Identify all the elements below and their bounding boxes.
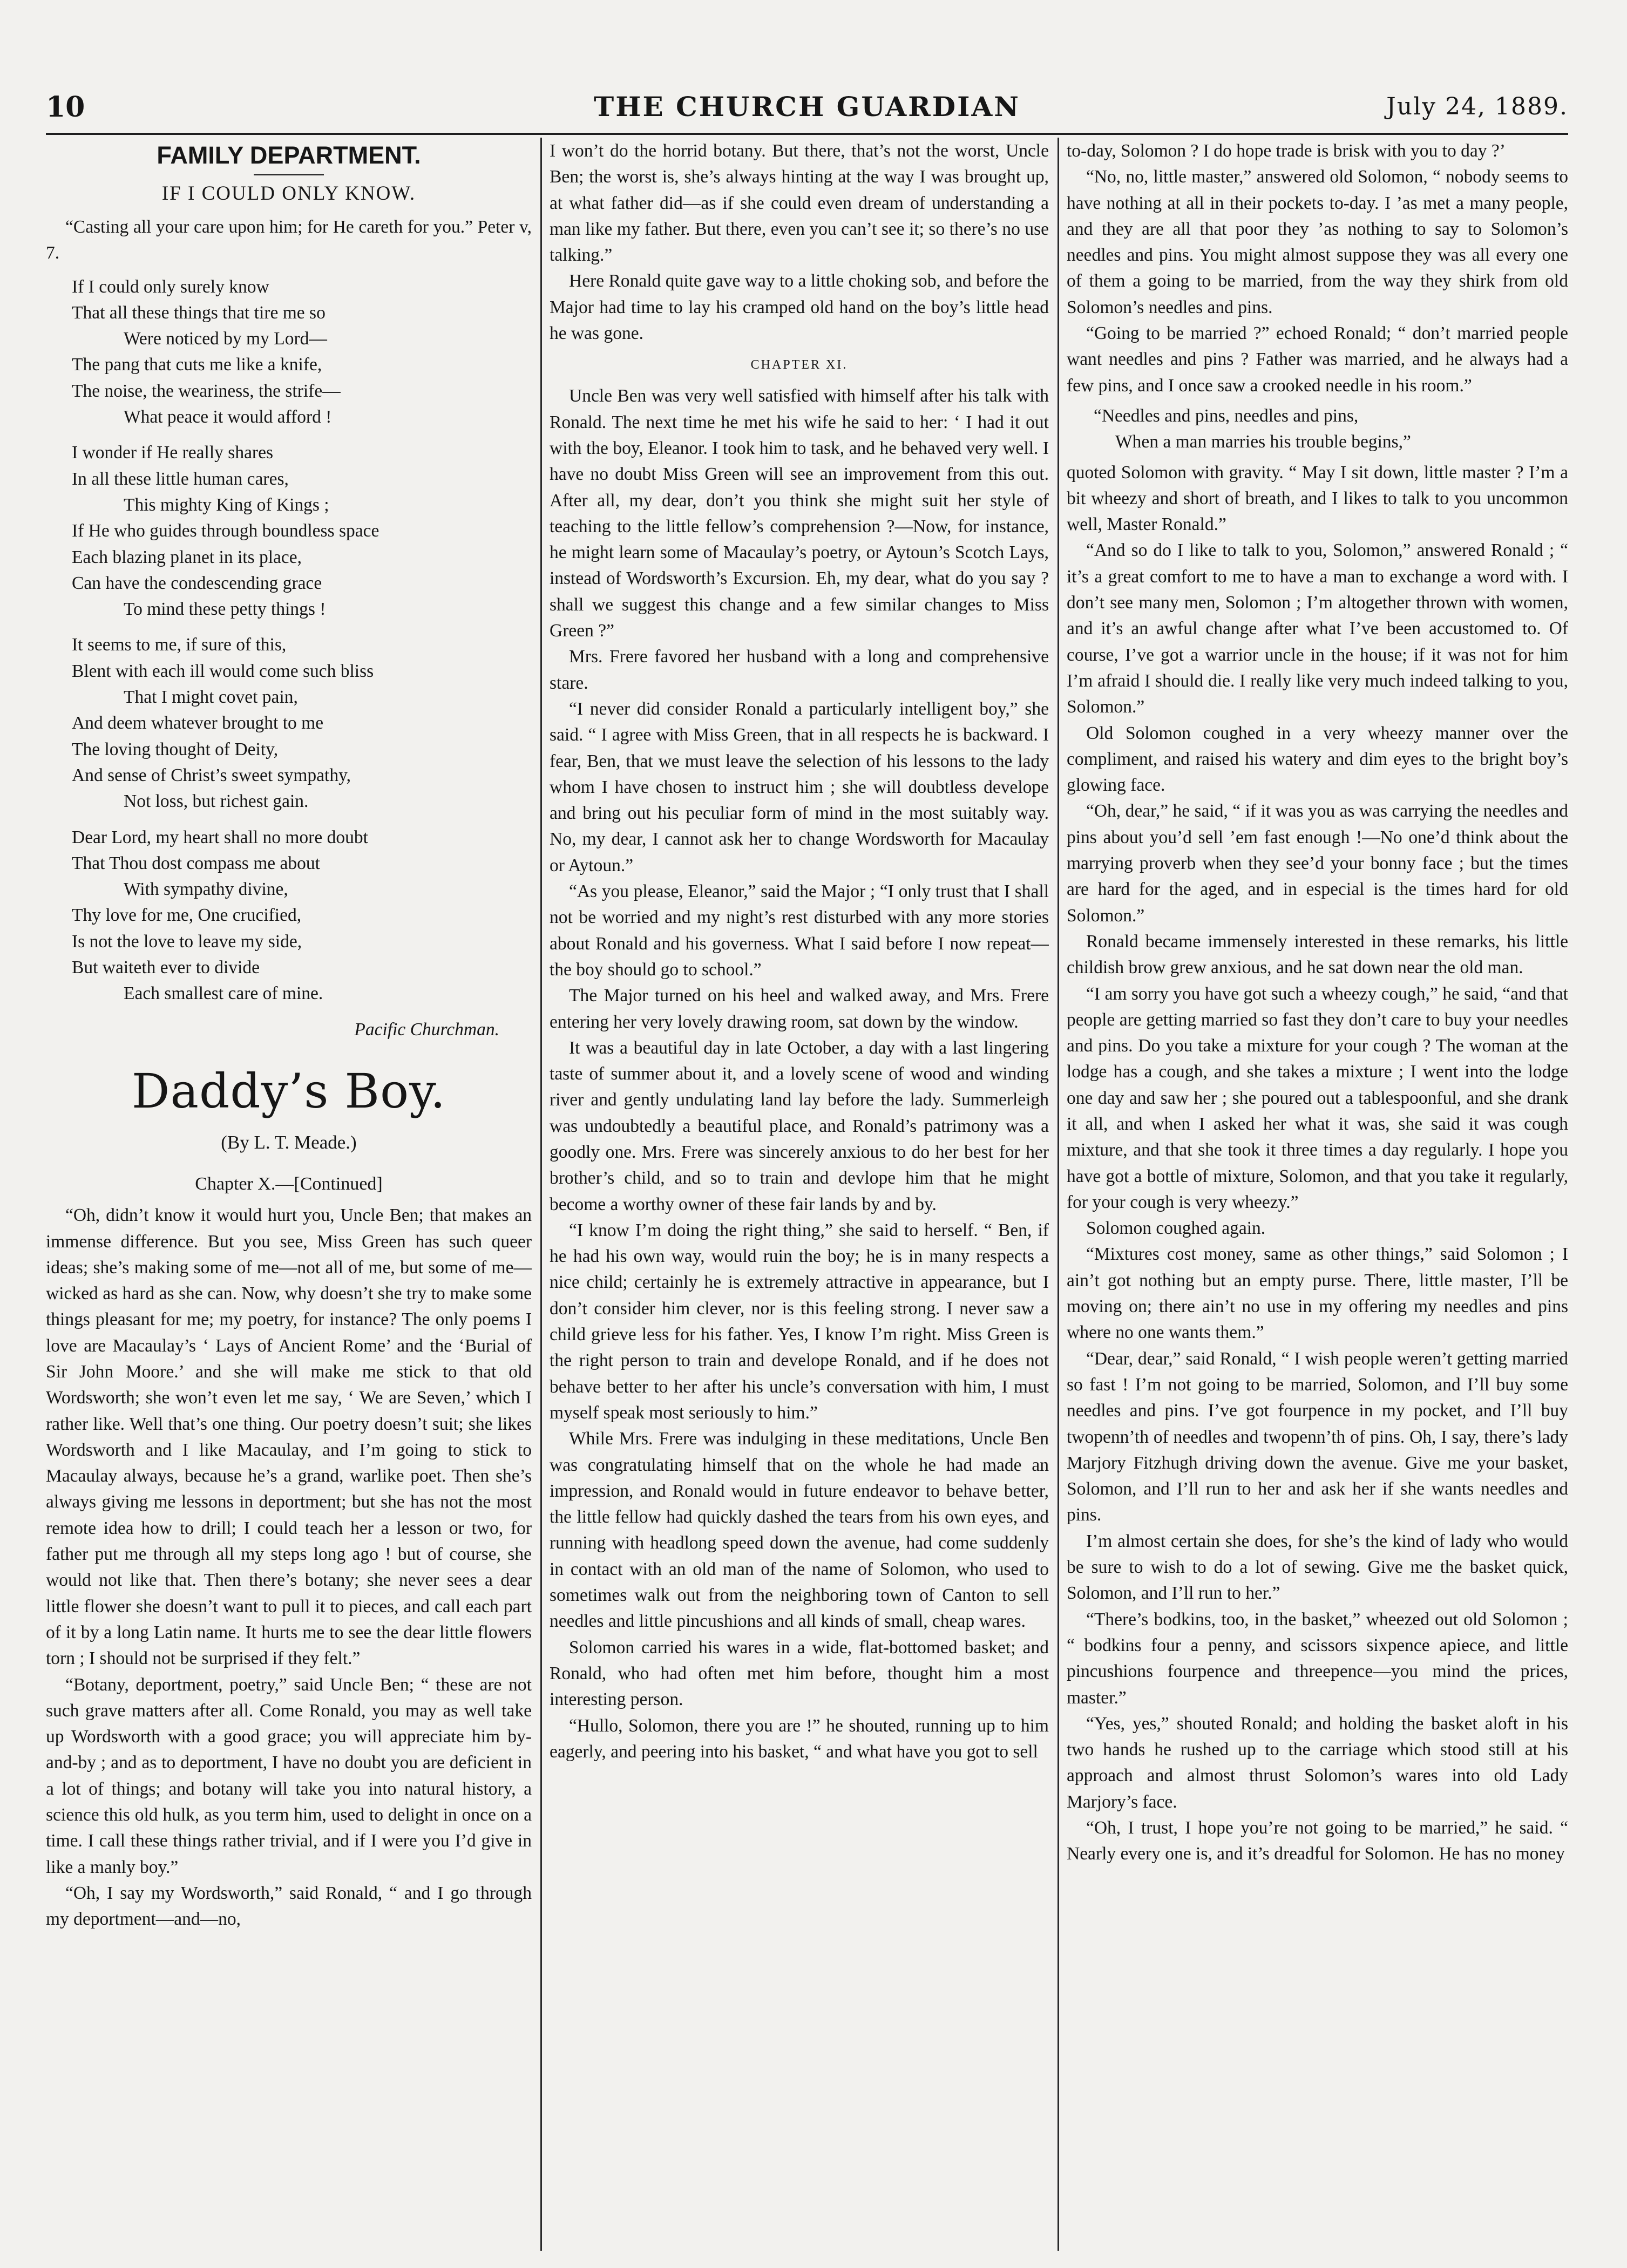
column-1 bbox=[46, 138, 532, 2254]
page-number: 10 bbox=[46, 91, 85, 124]
story-paragraph: “I never did consider Ronald a particularly intelligent boy,” she said. “ I agree with Miss Green, that in all respects he is backward. I fear, Ben, that we must leave the selection of his lessons to the lady whom I have chosen to instruct him ; she will doubtless develope and bring out his peculiar form of mind in the most suitably way. No, my dear, I cannot ask her to change Wordsworth for Macaulay or Aytoun.” bbox=[550, 698, 1049, 875]
story-title: Daddy’s Boy. bbox=[131, 1063, 446, 1119]
story-paragraph: “Mixtures cost money, same as other things,” said Solomon ; I ain’t got nothing but an empty purse. There, little master, I’ll be moving on; there ain’t no use in my offering my needles and pins where no one wants them.” bbox=[1067, 1244, 1568, 1343]
story-paragraph: “No, no, little master,” answered old Solomon, “ nobody seems to have nothing at all in their pockets to-day. I ’as met a many people, and they are all that poor they ’as nothing to say to Solomon’s needles and pins. You might almost suppose they was all every one of them a going to be married, from the way they shirk from old Solomon’s needles and pins. bbox=[1067, 167, 1568, 317]
page-header bbox=[46, 91, 1568, 128]
poem-line: The noise, the weariness, the strife— bbox=[72, 381, 341, 401]
column-rule-2 bbox=[1057, 138, 1059, 2251]
story-paragraph: Solomon carried his wares in a wide, flat-bottomed basket; and Ronald, who had often met him before, thought him a most interesting person. bbox=[550, 1637, 1049, 1710]
story-paragraph: The Major turned on his heel and walked away, and Mrs. Frere entering her very lovely drawing room, sat down by the window. bbox=[550, 986, 1049, 1032]
poem-line: To mind these petty things ! bbox=[124, 599, 326, 620]
poem-line: I wonder if He really shares bbox=[72, 443, 273, 463]
story-paragraph: “Oh, dear,” he said, “ if it was you as was carrying the needles and pins about you’d sell ’em fast enough !—No one’d think about the marrying proverb when they see’d your bonny face ; but the times are hard for the aged, and in especial is the times hard for old Solomon.” bbox=[1067, 801, 1568, 926]
poem-title: IF I COULD ONLY KNOW. bbox=[161, 182, 416, 205]
poem-stanza-3 bbox=[72, 632, 532, 814]
poem-line: It seems to me, if sure of this, bbox=[72, 635, 287, 655]
poem-line: Each blazing planet in its place, bbox=[72, 547, 302, 567]
poem-line: And deem whatever brought to me bbox=[72, 713, 324, 734]
heading-rule bbox=[254, 174, 324, 175]
poem-stanza-4 bbox=[72, 825, 532, 1007]
poem-stanza-1 bbox=[72, 274, 532, 431]
poem-line: In all these little human cares, bbox=[72, 468, 289, 489]
story-paragraph: to-day, Solomon ? I do hope trade is brisk with you to day ?’ bbox=[1067, 141, 1506, 161]
story-paragraph: “Oh, didn’t know it would hurt you, Uncle Ben; that makes an immense difference. But you see, Miss Green has such queer ideas; she’s making some of me—not all of me, but some of me— wicked as hard as she can. Now, why doesn’t she try to make some things pleasant for me; my poetry, for instance? The only poems I love are Macaulay’s ‘ Lays of Ancient Rome’ and the ‘Burial of Sir John Moore.’ and she will make me stick to that old Wordsworth; she won’t even let me say, ‘ We are Seven,’ which I rather like. Well that’s one thing. Our poetry doesn’t suit; she likes Wordsworth and I like Macaulay, and I’m going to stick to Macaulay always, because he’s a grand, warlike poet. Then she’s always giving me lessons in deportment; but she has not the most remote idea how to drill; I could teach her a lesson or two, for father put me through all my steps long ago ! but of course, she would not like that. Then there’s botany; she never sees a dear little flower she doesn’t want to pull it to pieces, and call each part of it by a long Latin name. It hurts me to see the dear little flowers torn ; I should not be surprised if they felt.” bbox=[46, 1205, 532, 1669]
story-paragraph: Mrs. Frere favored her husband with a long and comprehensive stare. bbox=[550, 647, 1049, 693]
rhyme-line: When a man marries his trouble begins,” bbox=[1115, 432, 1411, 452]
story-paragraph: “Botany, deportment, poetry,” said Uncle Ben; “ these are not such grave matters after all. Come Ronald, you may as well take up Wordsworth with a good grace; you will appreciate him by-and-by ; and as to deportment, I have no doubt you are deficient in a lot of things; and botany will take you into natural history, a science this old hulk, as you term him, used to delight in once on a time. I call these things rather trivial, and if I were you I’d give in like a manly boy.” bbox=[46, 1674, 532, 1877]
poem-line: Can have the condescending grace bbox=[72, 573, 322, 593]
poem-line: Thy love for me, One crucified, bbox=[72, 905, 302, 926]
poem-line: If He who guides through boundless space bbox=[72, 521, 379, 541]
story-paragraph: I won’t do the horrid botany. But there, that’s not the worst, Uncle Ben; the worst is, she’s always hinting at the way I was brought up, at what father did—as if she could even dream of understanding a man like my father. But there, even you can’t see it; so there’s no use talking.” bbox=[550, 141, 1049, 266]
poem-stanza-2 bbox=[72, 440, 532, 622]
poem-line: Not loss, but richest gain. bbox=[124, 791, 309, 812]
story-paragraph: Old Solomon coughed in a very wheezy manner over the compliment, and raised his watery and dim eyes to the bright boy’s glowing face. bbox=[1067, 723, 1568, 796]
column-rule-1 bbox=[540, 138, 542, 2251]
story-paragraph: Solomon coughed again. bbox=[1086, 1218, 1266, 1239]
poem-line: Were noticed by my Lord— bbox=[124, 329, 327, 349]
story-paragraph: Uncle Ben was very well satisfied with himself after his talk with Ronald. The next time he met his wife he said to her: ‘ I had it out with the boy, Eleanor. I took him to task, and he behaved very well. I have no doubt Miss Green will see an improvement from this out. After all, my dear, don’t you think she might suit her style of teaching to the little fellow’s comprehension ?—Now, for instance, he might learn some of Macaulay’s poetry, or Aytoun’s Scotch Lays, instead of Wordsworth’s Excursion. Eh, my dear, what do you say ? shall we suggest this change and a few similar changes to Miss Green ?” bbox=[550, 386, 1049, 641]
poem-line: The pang that cuts me like a knife, bbox=[72, 355, 322, 375]
issue-date: July 24, 1889. bbox=[1386, 93, 1568, 120]
poem-line: That I might covet pain, bbox=[124, 687, 298, 708]
poem-line: Is not the love to leave my side, bbox=[72, 931, 302, 952]
rhyme-line: “Needles and pins, needles and pins, bbox=[1094, 405, 1359, 426]
poem-line: And sense of Christ’s sweet sympathy, bbox=[72, 765, 351, 785]
poem-line: That all these things that tire me so bbox=[72, 302, 326, 323]
poem-line: The loving thought of Deity, bbox=[72, 739, 279, 759]
poem-epigraph: “Casting all your care upon him; for He careth for you.” Peter v, 7. bbox=[46, 217, 532, 263]
story-paragraph: “As you please, Eleanor,” said the Major ; “I only trust that I shall not be worried and my night’s rest disturbed with any more stories about Ronald and his governess. What I said before I now repeat—the boy should go to school.” bbox=[550, 881, 1049, 980]
story-paragraph: It was a beautiful day in late October, a day with a last lingering taste of summer about it, and a lovely scene of wood and winding river and gently undulating land lay before the lady. Summerleigh was undoubtedly a beautiful place, and Ronald’s patrimony was a goodly one. Mrs. Frere was sincerely anxious to do her best for her brother’s child, and so to train and devlope him that he might become a worthy owner of these fair lands by and by. bbox=[550, 1037, 1049, 1214]
column-2 bbox=[550, 138, 1049, 2254]
poem-line: Each smallest care of mine. bbox=[124, 983, 323, 1004]
story-paragraph: “Yes, yes,” shouted Ronald; and holding the basket aloft in his two hands he rushed up to the carriage which stood still at his approach and almost thrust Solomon’s wares into old Lady Marjory’s face. bbox=[1067, 1713, 1568, 1812]
column-3 bbox=[1067, 138, 1568, 2254]
chapter-xi-heading: CHAPTER XI. bbox=[750, 358, 848, 372]
story-paragraph: “I am sorry you have got such a wheezy cough,” he said, “and that people are getting married so fast they don’t care to buy your needles and pins. Do you take a mixture for your cough ? The woman at the lodge has a cough, and she takes a mixture ; I went into the lodge one day and saw her ; she poured out a tablespoonful, and she drank it all, and when I asked her what it was, she said it was cough mixture, and that she took it three times a day regularly. I hope you have got a bottle of mixture, Solomon, and that you take it regularly, for your cough is very wheezy.” bbox=[1067, 983, 1568, 1212]
poem-line: This mighty King of Kings ; bbox=[124, 494, 329, 515]
story-paragraph: quoted Solomon with gravity. “ May I sit down, little master ? I’m a bit wheezy and short of breath, and I likes to talk to you uncommon well, Master Ronald.” bbox=[1067, 462, 1568, 535]
story-paragraph: “Dear, dear,” said Ronald, “ I wish people weren’t getting married so fast ! I’m not going to be married, Solomon, and I’ll buy some needles and pins. I’ve got fourpence in my pocket, and I’ll buy twopenn’th of needles and twopenn’th of pins. Oh, I say, there’s lady Marjory Fitzhugh driving down the avenue. Give me your basket, Solomon, and I’ll run to her and ask her if she wants needles and pins. bbox=[1067, 1348, 1568, 1525]
quoted-rhyme bbox=[1094, 403, 1568, 456]
header-rule bbox=[46, 133, 1568, 135]
story-paragraph: “I know I’m doing the right thing,” she said to herself. “ Ben, if he had his own way, would ruin the boy; he is in many respects a nice child; certainly he is extremely attractive in appearance, but I don’t consider him clever, nor is this feeling strong. I never saw a child grieve less for his father. Yes, I know I’m right. Miss Green is the right person to train and develope Ronald, and if he does not behave better to her after his uncle’s conversation with him, I must myself speak most seriously to him.” bbox=[550, 1220, 1049, 1423]
story-paragraph: “Going to be married ?” echoed Ronald; “ don’t married people want needles and pins ? Father was married, and he always had a few pins, and I once saw a crooked needle in his room.” bbox=[1067, 323, 1568, 396]
story-byline: (By L. T. Meade.) bbox=[221, 1131, 357, 1153]
poem-line: With sympathy divine, bbox=[124, 879, 288, 900]
story-paragraph: Ronald became immensely interested in these remarks, his little childish brow grew anxious, and he sat down near the old man. bbox=[1067, 931, 1568, 978]
poem-line: Blent with each ill would come such bliss bbox=[72, 661, 374, 681]
story-paragraph: Here Ronald quite gave way to a little choking sob, and before the Major had time to lay his cramped old hand on the boy’s little head he was gone. bbox=[550, 271, 1049, 344]
story-paragraph: “Oh, I say my Wordsworth,” said Ronald, “ and I go through my deportment—and—no, bbox=[46, 1883, 532, 1930]
poem-line: That Thou dost compass me about bbox=[72, 853, 320, 873]
poem-line: What peace it would afford ! bbox=[124, 407, 332, 427]
story-paragraph: “Oh, I trust, I hope you’re not going to be married,” he said. “ Nearly every one is, and it’s dreadful for Solomon. He has no money bbox=[1067, 1818, 1568, 1864]
poem-line: If I could only surely know bbox=[72, 276, 269, 297]
publication-title: THE CHURCH GUARDIAN bbox=[594, 91, 1020, 123]
poem-line: But waiteth ever to divide bbox=[72, 958, 260, 978]
story-paragraph: “Hullo, Solomon, there you are !” he shouted, running up to him eagerly, and peering into his basket, “ and what have you got to sell bbox=[550, 1715, 1049, 1762]
chapter-heading: Chapter X.—[Continued] bbox=[195, 1173, 383, 1194]
department-heading: FAMILY DEPARTMENT. bbox=[157, 141, 421, 169]
story-paragraph: “There’s bodkins, too, in the basket,” wheezed out old Solomon ; “ bodkins four a penny, and scissors sixpence apiece, and little pincushions fourpence and threepence—you mind the prices, master.” bbox=[1067, 1609, 1568, 1708]
story-paragraph: While Mrs. Frere was indulging in these meditations, Uncle Ben was congratulating himself that on the whole he had made an impression, and Ronald would in future endeavor to behave better, the little fellow had quickly dashed the tears from his own eyes, and running with headlong speed down the avenue, had come suddenly in contact with an old man of the name of Solomon, who used to sometimes walk out from the neighboring town of Canton to sell needles and little pincushions and all kinds of small, cheap wares. bbox=[550, 1429, 1049, 1632]
poem-line: Dear Lord, my heart shall no more doubt bbox=[72, 827, 368, 847]
poem-attribution: Pacific Churchman. bbox=[354, 1019, 499, 1040]
story-paragraph: I’m almost certain she does, for she’s the kind of lady who would be sure to wish to do a lot of sewing. Give me the basket quick, Solomon, and I’ll run to her.” bbox=[1067, 1531, 1568, 1604]
story-paragraph: “And so do I like to talk to you, Solomon,” answered Ronald ; “ it’s a great comfort to me to have a man to exchange a word with. I don’t see many men, Solomon ; I’m altogether thrown with women, and it’s an awful change after what I’ve been accustomed to. Of course, I’ve got a warrior uncle in the house; if it was not for him I’m afraid I should die. I really like very much indeed talking to you, Solomon.” bbox=[1067, 540, 1568, 717]
